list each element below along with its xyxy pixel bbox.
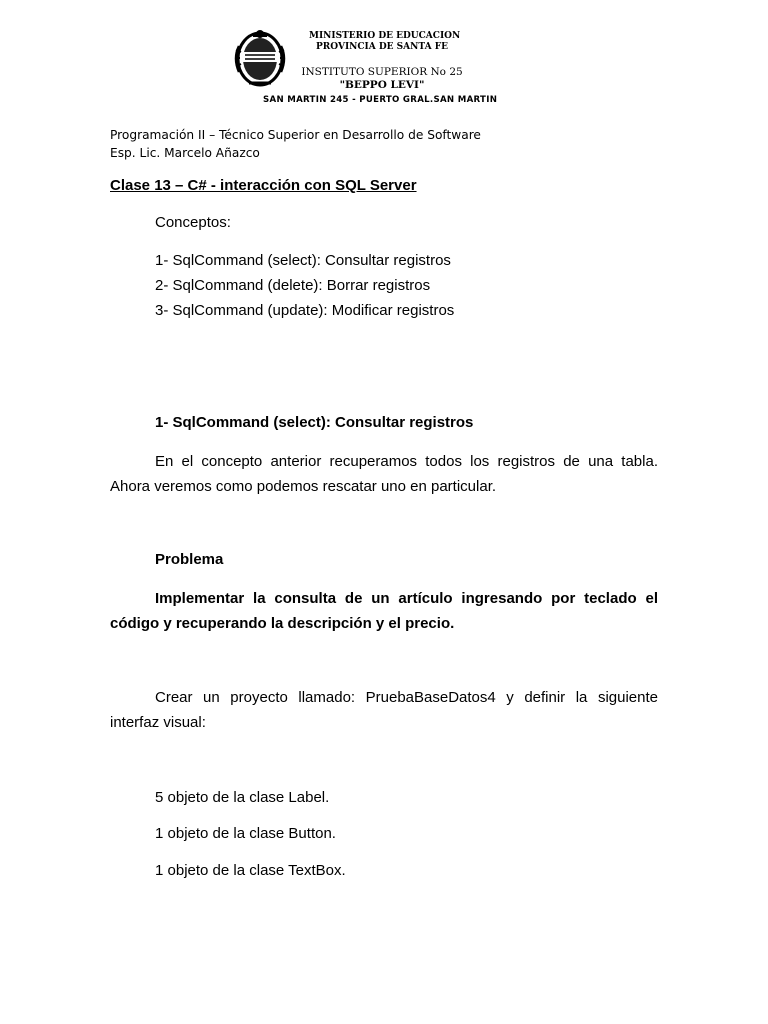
concept-item: 2- SqlCommand (delete): Borrar registros [155, 277, 431, 294]
object-list-item: 1 objeto de la clase Button. [155, 825, 336, 842]
intro-paragraph: En el concepto anterior recuperamos todos los registros de una tabla. Ahora veremos como podemos rescatar uno en particular. [110, 453, 658, 495]
letterhead [229, 24, 497, 114]
course-title: Programación II – Técnico Superior en Desarrollo de Software [110, 128, 481, 142]
ministry-name: MINISTERIO DE EDUCACION [309, 31, 461, 41]
object-list-item: 1 objeto de la clase TextBox. [155, 862, 346, 879]
problem-statement: Implementar la consulta de un artículo ingresando por teclado el código y recuperando la descripción y el precio. [110, 590, 658, 632]
project-instructions: Crear un proyecto llamado: PruebaBaseDatos4 y definir la siguiente interfaz visual: [110, 689, 658, 731]
object-list-item: 5 objeto de la clase Label. [155, 789, 330, 806]
author-name: Esp. Lic. Marcelo Añazco [110, 146, 260, 160]
lesson-title: Clase 13 – C# - interacción con SQL Server [110, 177, 417, 194]
concept-item: 3- SqlCommand (update): Modificar registros [155, 302, 455, 319]
section-heading: 1- SqlCommand (select): Consultar registros [155, 414, 474, 431]
institute-name: INSTITUTO SUPERIOR No 25 [301, 66, 463, 78]
institute-address: SAN MARTIN 245 - PUERTO GRAL.SAN MARTIN [263, 95, 498, 105]
problem-heading: Problema [155, 551, 224, 568]
concept-item: 1- SqlCommand (select): Consultar registros [155, 252, 451, 269]
province-name: PROVINCIA DE SANTA FE [316, 42, 448, 52]
institute-nickname: "BEPPO LEVI" [339, 79, 425, 91]
concepts-label: Conceptos: [155, 214, 231, 231]
crest-emblem [231, 28, 289, 88]
